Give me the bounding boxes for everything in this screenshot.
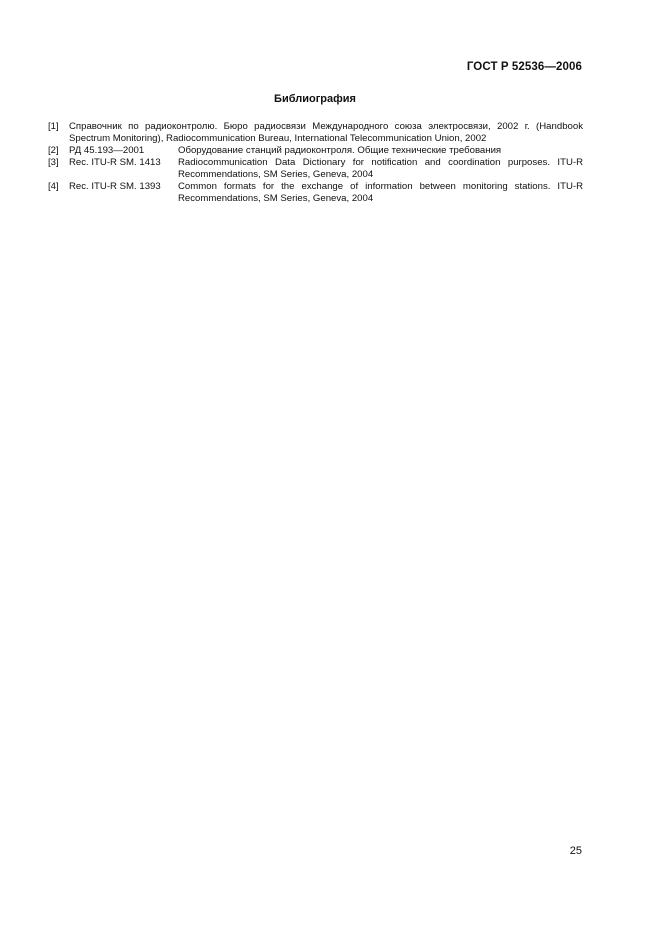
bibliography-entry bbox=[48, 181, 583, 205]
section-title: Библиография bbox=[274, 93, 356, 105]
entry-source: РД 45.193—2001 bbox=[69, 145, 145, 156]
entry-number: [3] bbox=[48, 157, 59, 168]
entry-description: Common formats for the exchange of information between monitoring stations. ITU-R Recommendations, SM Series, Geneva, 2004 bbox=[178, 181, 583, 204]
entry-description: Radiocommunication Data Dictionary for notification and coordination purposes. ITU-R Recommendations, SM Series, Geneva, 2004 bbox=[178, 157, 583, 180]
entry-text: Справочник по радиоконтролю. Бюро радиосвязи Международного союза электросвязи, 2002 г. (Handbook Spectrum Monitoring), Radiocommunication Bureau, International Telecommunication Union, 2002 bbox=[69, 121, 583, 144]
entry-number: [4] bbox=[48, 181, 59, 192]
bibliography-entry bbox=[48, 145, 583, 157]
bibliography-list bbox=[48, 121, 583, 205]
entry-description: Оборудование станций радиоконтроля. Общие технические требования bbox=[178, 145, 502, 156]
entry-number: [2] bbox=[48, 145, 59, 156]
document-code: ГОСТ Р 52536—2006 bbox=[466, 61, 582, 73]
entry-source: Rec. ITU-R SM. 1393 bbox=[69, 181, 161, 192]
entry-source: Rec. ITU-R SM. 1413 bbox=[69, 157, 161, 168]
page-number: 25 bbox=[569, 845, 582, 857]
bibliography-entry bbox=[48, 121, 583, 145]
bibliography-entry bbox=[48, 157, 583, 181]
entry-number: [1] bbox=[48, 121, 59, 132]
